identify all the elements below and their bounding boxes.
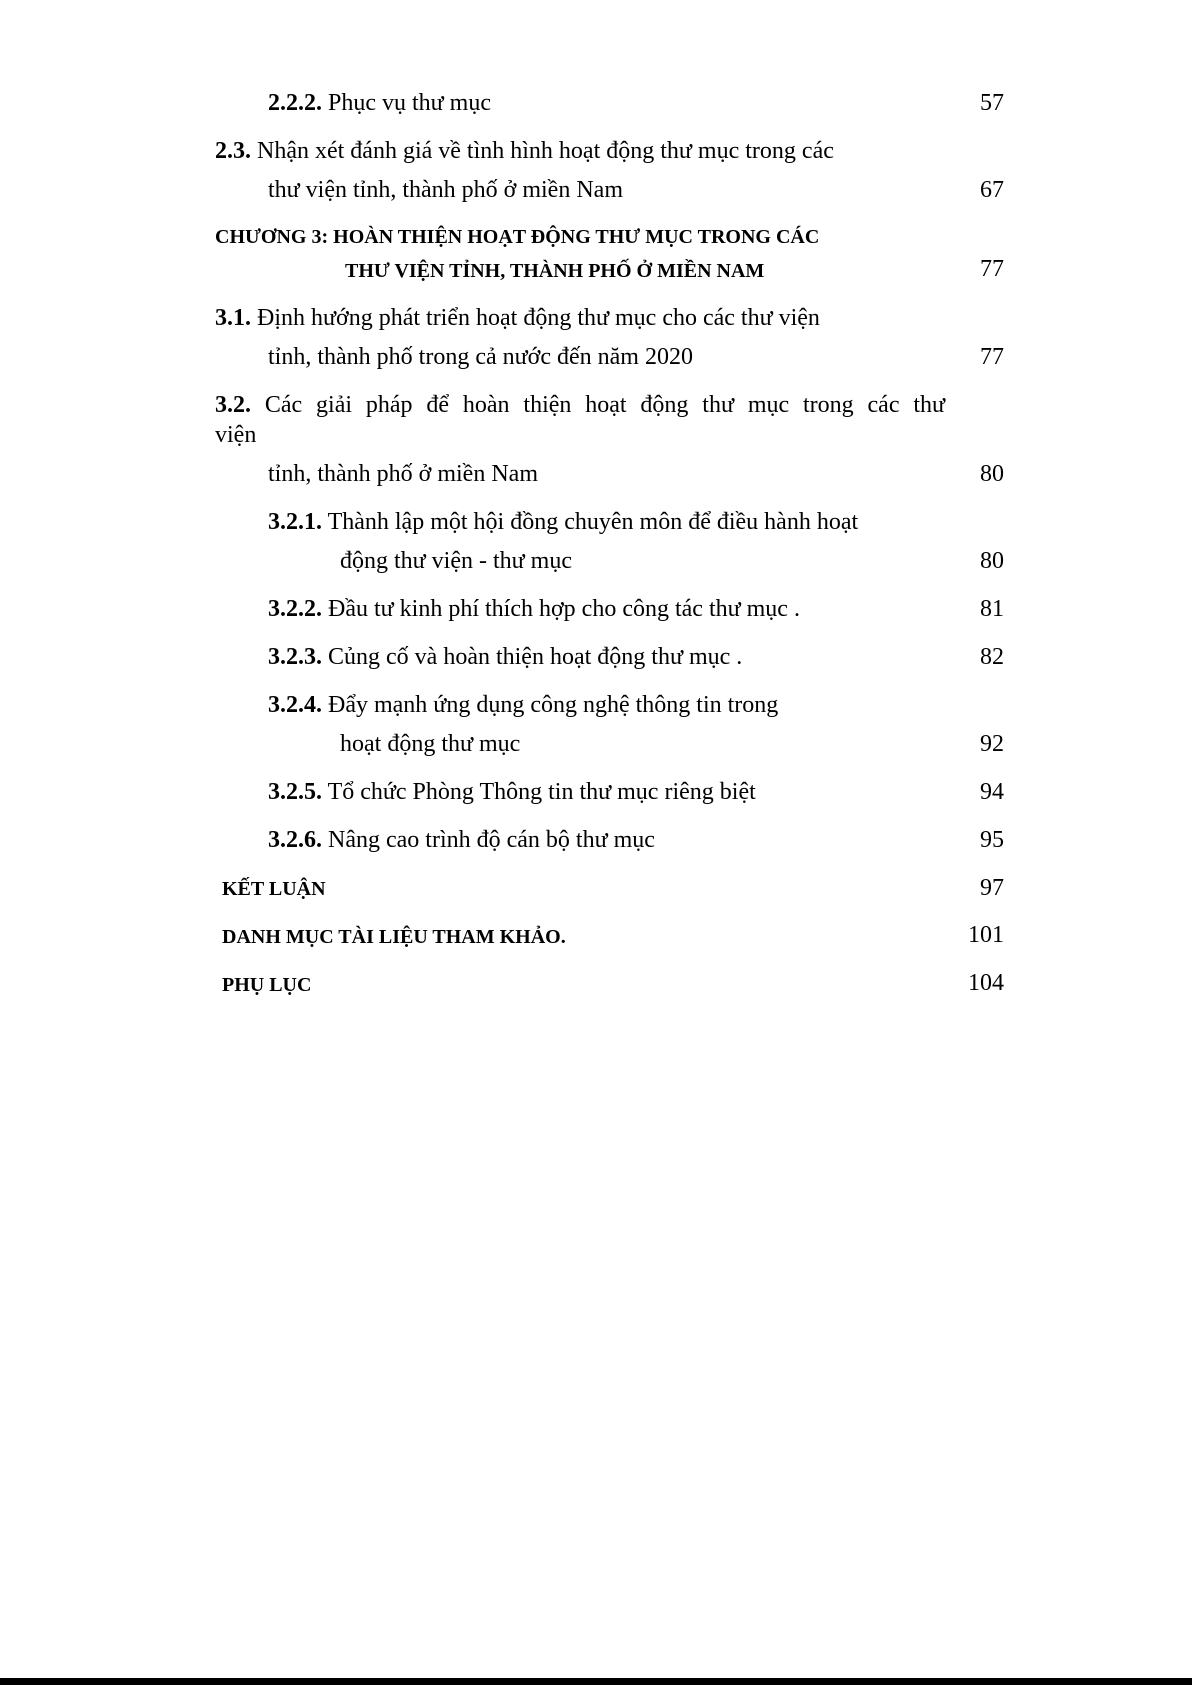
toc-page-number: 82 bbox=[980, 644, 1004, 670]
toc-title: Đầu tư kinh phí thích hợp cho công tác thư mục . bbox=[328, 596, 800, 622]
toc-number: 3.2.5. bbox=[268, 779, 322, 805]
toc-title: Nâng cao trình độ cán bộ thư mục bbox=[328, 827, 655, 853]
toc-entry-3-2-4 bbox=[268, 690, 778, 720]
toc-title-continued: động thư viện - thư mục bbox=[340, 548, 572, 574]
toc-page-number: 77 bbox=[980, 344, 1004, 370]
toc-entry-2-3 bbox=[215, 136, 834, 166]
toc-page-number: 80 bbox=[980, 548, 1004, 574]
toc-page-number: 101 bbox=[968, 922, 1004, 948]
toc-title: Củng cố và hoàn thiện hoạt động thư mục . bbox=[328, 644, 743, 670]
toc-title: Định hướng phát triển hoạt động thư mục cho các thư viện bbox=[257, 305, 820, 331]
toc-number: 3.1. bbox=[215, 305, 251, 331]
toc-entry-3-2-2 bbox=[268, 594, 800, 624]
toc-title: Đẩy mạnh ứng dụng công nghệ thông tin trong bbox=[328, 692, 779, 718]
toc-title: Các giải pháp để hoàn thiện hoạt động thư mục trong các thư bbox=[264, 392, 945, 418]
toc-chapter-heading: CHƯƠNG 3: HOÀN THIỆN HOẠT ĐỘNG THƯ MỤC TRONG CÁC bbox=[215, 226, 820, 248]
toc-page-number: 97 bbox=[980, 875, 1004, 901]
toc-number: 3.2.6. bbox=[268, 827, 322, 853]
toc-title: Thành lập một hội đồng chuyên môn để điều hành hoạt bbox=[327, 509, 859, 535]
toc-title: Nhận xét đánh giá về tình hình hoạt động thư mục trong các bbox=[257, 138, 834, 164]
toc-page-number: 92 bbox=[980, 731, 1004, 757]
toc-references: DANH MỤC TÀI LIỆU THAM KHẢO. bbox=[222, 926, 566, 948]
toc-page-number: 95 bbox=[980, 827, 1004, 853]
toc-appendix: PHỤ LỤC bbox=[222, 974, 312, 996]
toc-title-wrap: viện bbox=[215, 422, 257, 448]
toc-page-number: 94 bbox=[980, 779, 1004, 805]
toc-page-number: 81 bbox=[980, 596, 1004, 622]
toc-conclusion: KẾT LUẬN bbox=[222, 878, 326, 900]
toc-page-number: 67 bbox=[980, 177, 1004, 203]
toc-title-continued: hoạt động thư mục bbox=[340, 731, 521, 757]
toc-entry-3-1 bbox=[215, 303, 820, 333]
toc-entry-3-2-1 bbox=[268, 507, 858, 537]
toc-page-number: 77 bbox=[980, 256, 1004, 282]
toc-number: 2.3. bbox=[215, 138, 251, 164]
toc-entry-3-2-5 bbox=[268, 777, 756, 807]
toc-chapter-heading-continued: THƯ VIỆN TỈNH, THÀNH PHỐ Ở MIỀN NAM bbox=[345, 260, 765, 282]
toc-title-continued: tỉnh, thành phố trong cả nước đến năm 2020 bbox=[268, 344, 693, 370]
toc-page-number: 57 bbox=[980, 90, 1004, 116]
toc-title-continued: tỉnh, thành phố ở miền Nam bbox=[268, 461, 538, 487]
toc-page-number: 104 bbox=[968, 970, 1004, 996]
toc-entry-3-2 bbox=[215, 390, 945, 420]
toc-number: 3.2.2. bbox=[268, 596, 322, 622]
toc-entry-3-2-6 bbox=[268, 825, 655, 855]
toc-number: 3.2. bbox=[215, 392, 251, 418]
toc-number: 3.2.3. bbox=[268, 644, 322, 670]
toc-number: 3.2.4. bbox=[268, 692, 322, 718]
toc-page-number: 80 bbox=[980, 461, 1004, 487]
toc-number: 3.2.1. bbox=[268, 509, 322, 535]
toc-title: Phục vụ thư mục bbox=[328, 90, 491, 116]
toc-title: Tổ chức Phòng Thông tin thư mục riêng biệt bbox=[327, 779, 756, 805]
toc-entry-2-2-2 bbox=[268, 88, 491, 118]
toc-entry-3-2-3 bbox=[268, 642, 742, 672]
toc-number: 2.2.2. bbox=[268, 90, 322, 116]
toc-title-continued: thư viện tỉnh, thành phố ở miền Nam bbox=[268, 177, 623, 203]
page-bottom-border bbox=[0, 1678, 1192, 1685]
